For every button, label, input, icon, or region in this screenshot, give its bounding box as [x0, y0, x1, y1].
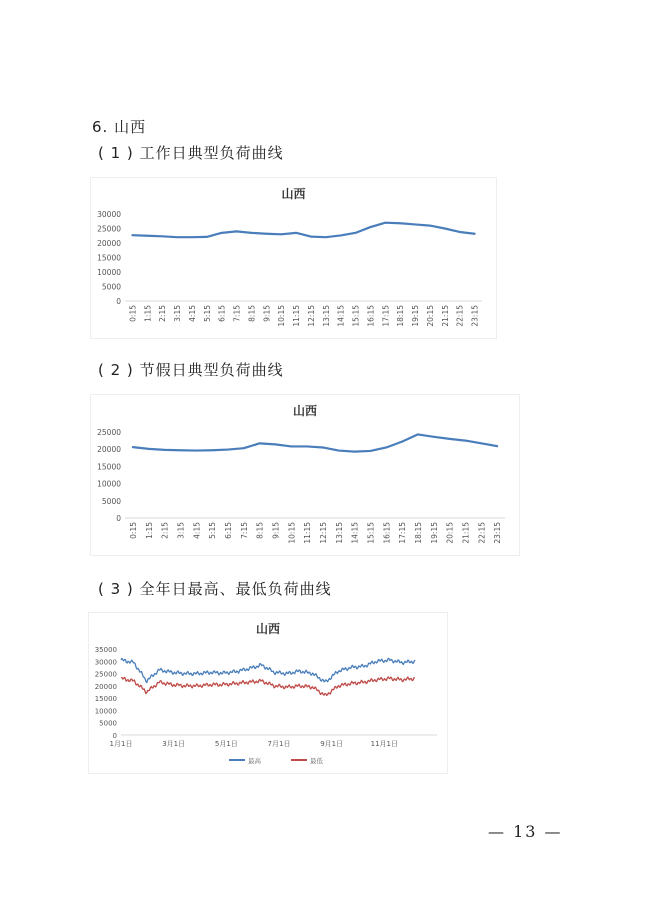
- data-point: [221, 232, 223, 234]
- x-tick-label: 11月1日: [370, 740, 399, 748]
- data-point: [414, 224, 416, 226]
- y-tick-label: 35000: [94, 646, 117, 654]
- y-tick-label: 25000: [94, 670, 117, 679]
- y-tick-label: 30000: [94, 658, 117, 667]
- data-point: [195, 450, 197, 452]
- x-tick-label: 1:15: [144, 522, 154, 539]
- x-tick-label: 16:15: [382, 522, 392, 544]
- x-tick-label: 11:15: [292, 305, 302, 327]
- data-point: [265, 233, 267, 235]
- x-tick-label: 0:15: [128, 522, 138, 539]
- data-point: [306, 446, 308, 448]
- legend-label: 最低: [310, 757, 323, 765]
- x-tick-label: 5:15: [208, 522, 218, 539]
- x-tick-label: 22:15: [455, 305, 465, 327]
- x-tick-label: 14:15: [336, 305, 346, 327]
- x-tick-label: 7:15: [232, 305, 242, 322]
- subsection-label: ( 3 ): [98, 580, 134, 598]
- x-tick-label: 3:15: [173, 305, 183, 322]
- subsection-title-2: [98, 359, 284, 380]
- x-tick-label: 19:15: [411, 305, 421, 327]
- x-tick-label: 10:15: [287, 522, 297, 544]
- data-point: [280, 233, 282, 235]
- x-tick-label: 16:15: [366, 305, 376, 327]
- x-tick-label: 0:15: [128, 305, 138, 322]
- y-tick-label: 10000: [94, 707, 117, 716]
- subsection-title-3: [98, 578, 332, 599]
- data-point: [211, 449, 213, 451]
- data-point: [449, 438, 451, 440]
- y-tick-label: 25000: [97, 428, 121, 437]
- subsection-text: 节假日典型负荷曲线: [139, 361, 284, 379]
- x-tick-label: 17:15: [398, 522, 408, 544]
- x-tick-label: 4:15: [187, 305, 197, 322]
- y-tick-label: 5000: [99, 719, 117, 728]
- x-tick-label: 9月1日: [320, 740, 344, 748]
- data-point: [132, 234, 134, 236]
- x-tick-label: 15:15: [351, 305, 361, 327]
- y-tick-label: 0: [116, 297, 121, 306]
- data-point: [251, 232, 253, 234]
- subsection-label: ( 1 ): [98, 144, 134, 162]
- data-point: [236, 231, 238, 233]
- x-tick-label: 6:15: [223, 522, 233, 539]
- data-point: [148, 448, 150, 450]
- x-tick-label: 6:15: [217, 305, 227, 322]
- x-tick-label: 3:15: [176, 522, 186, 539]
- y-tick-label: 15000: [97, 253, 121, 263]
- chart-workday: [90, 177, 497, 339]
- x-tick-label: 1:15: [143, 305, 153, 322]
- x-tick-label: 13:15: [334, 522, 344, 544]
- series-line: [132, 223, 474, 238]
- chart-title: 山西: [281, 187, 306, 201]
- workday-load-chart: [91, 178, 496, 338]
- data-point: [146, 235, 148, 237]
- x-tick-label: 22:15: [477, 522, 487, 544]
- x-tick-label: 11:15: [303, 522, 313, 544]
- x-tick-label: 8:15: [255, 522, 265, 539]
- data-point: [164, 449, 166, 451]
- x-tick-label: 17:15: [381, 305, 391, 327]
- data-point: [295, 232, 297, 234]
- y-tick-label: 10000: [97, 268, 121, 277]
- data-point: [496, 445, 498, 447]
- data-point: [459, 231, 461, 233]
- data-point: [433, 436, 435, 438]
- data-point: [290, 446, 292, 448]
- data-point: [355, 232, 357, 234]
- y-tick-label: 20000: [97, 445, 121, 455]
- data-point: [322, 447, 324, 449]
- data-point: [325, 236, 327, 238]
- x-tick-label: 12:15: [318, 522, 328, 544]
- legend-label: 最高: [248, 757, 261, 765]
- y-tick-label: 15000: [97, 462, 121, 472]
- annual-max-min-load-chart: [89, 613, 447, 773]
- x-tick-label: 20:15: [445, 522, 455, 544]
- x-tick-label: 19:15: [429, 522, 439, 544]
- data-point: [370, 226, 372, 228]
- y-tick-label: 30000: [97, 210, 121, 219]
- data-point: [401, 441, 403, 443]
- subsection-text: 工作日典型负荷曲线: [139, 144, 284, 162]
- x-tick-label: 2:15: [160, 522, 170, 539]
- x-tick-label: 20:15: [425, 305, 435, 327]
- x-tick-label: 8:15: [247, 305, 257, 322]
- x-tick-label: 14:15: [350, 522, 360, 544]
- data-point: [384, 222, 386, 224]
- y-tick-label: 25000: [97, 224, 121, 234]
- data-point: [243, 447, 245, 449]
- data-point: [429, 225, 431, 227]
- x-tick-label: 5月1日: [214, 740, 238, 748]
- data-point: [206, 236, 208, 238]
- data-point: [191, 236, 193, 238]
- x-tick-label: 23:15: [493, 522, 503, 544]
- page-number: — 13 —: [488, 822, 563, 841]
- x-tick-label: 7:15: [239, 522, 249, 539]
- x-tick-label: 4:15: [192, 522, 202, 539]
- data-point: [474, 233, 476, 235]
- data-point: [399, 222, 401, 224]
- data-point: [176, 236, 178, 238]
- subsection-text: 全年日最高、最低负荷曲线: [139, 580, 332, 598]
- x-tick-label: 7月1日: [267, 740, 291, 748]
- x-tick-label: 21:15: [461, 522, 471, 544]
- y-tick-label: 5000: [101, 282, 121, 292]
- data-point: [354, 451, 356, 453]
- section-heading: [92, 116, 146, 137]
- data-point: [132, 446, 134, 448]
- x-tick-label: 13:15: [321, 305, 331, 327]
- subsection-title-1: [98, 142, 284, 163]
- x-tick-label: 15:15: [366, 522, 376, 544]
- data-point: [340, 235, 342, 237]
- y-tick-label: 20000: [94, 682, 117, 691]
- x-tick-label: 9:15: [262, 305, 272, 322]
- data-point: [180, 449, 182, 451]
- data-point: [227, 449, 229, 451]
- chart-annual: [88, 612, 448, 774]
- section-name: 山西: [114, 118, 147, 136]
- data-point: [385, 447, 387, 449]
- data-point: [338, 450, 340, 452]
- x-tick-label: 10:15: [277, 305, 287, 327]
- y-tick-label: 15000: [94, 695, 117, 704]
- subsection-label: ( 2 ): [98, 361, 134, 379]
- y-tick-label: 0: [112, 732, 117, 740]
- data-point: [310, 236, 312, 238]
- y-tick-label: 0: [116, 514, 121, 523]
- holiday-load-chart: [91, 395, 519, 555]
- chart-title: 山西: [292, 404, 318, 418]
- x-tick-label: 18:15: [396, 305, 406, 327]
- data-point: [259, 442, 261, 444]
- y-tick-label: 10000: [97, 479, 121, 489]
- section-number: 6.: [92, 118, 109, 136]
- chart-holiday: [90, 394, 520, 556]
- x-tick-label: 12:15: [306, 305, 316, 327]
- data-point: [275, 443, 277, 445]
- x-tick-label: 23:15: [470, 305, 480, 327]
- data-point: [417, 434, 419, 436]
- x-tick-label: 1月1日: [109, 740, 133, 748]
- series-line: [133, 434, 497, 451]
- data-point: [465, 440, 467, 442]
- x-tick-label: 5:15: [202, 305, 212, 322]
- data-point: [480, 442, 482, 444]
- x-tick-label: 18:15: [413, 522, 423, 544]
- series-line: [121, 677, 415, 695]
- y-tick-label: 5000: [101, 496, 121, 506]
- data-point: [444, 228, 446, 230]
- data-point: [370, 450, 372, 452]
- chart-title: 山西: [255, 622, 281, 636]
- y-tick-label: 20000: [97, 239, 121, 248]
- x-tick-label: 9:15: [271, 522, 281, 539]
- x-tick-label: 3月1日: [162, 740, 186, 748]
- data-point: [161, 235, 163, 237]
- x-tick-label: 2:15: [158, 305, 168, 322]
- x-tick-label: 21:15: [440, 305, 450, 327]
